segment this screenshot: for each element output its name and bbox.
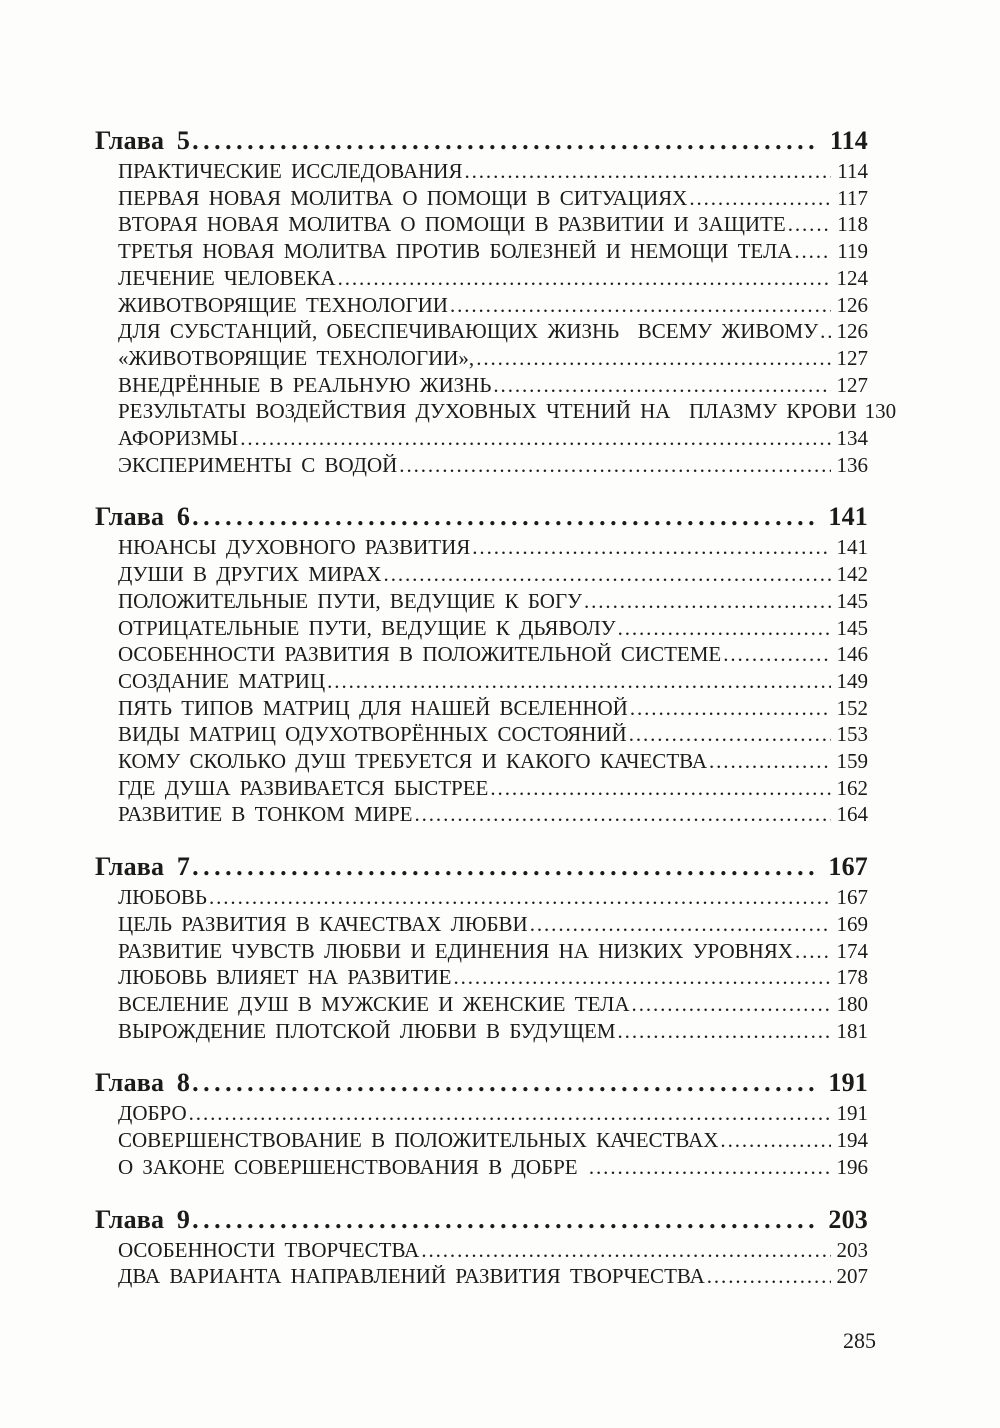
- entry-page-number: 141: [836, 535, 868, 560]
- entry-title: РАЗВИТИЕ В ТОНКОМ МИРЕ: [118, 802, 413, 827]
- toc-entry-row: [95, 345, 868, 372]
- entry-page-number: 117: [837, 185, 868, 210]
- toc-entry-row: [95, 721, 868, 748]
- dot-leader: [707, 1263, 831, 1290]
- entry-title: ЛЕЧЕНИЕ ЧЕЛОВЕКА: [118, 265, 336, 290]
- dot-leader: [709, 748, 831, 775]
- entry-title: ДОБРО: [118, 1101, 187, 1126]
- toc-entry-row: [95, 265, 868, 292]
- toc-entry-row: [95, 964, 868, 991]
- dot-leader: [618, 615, 831, 642]
- toc-entry-row: [95, 641, 868, 668]
- entry-title: ДУШИ В ДРУГИХ МИРАХ: [118, 562, 382, 587]
- chapter-heading-row: [95, 124, 868, 158]
- dot-leader: [464, 158, 831, 185]
- chapter-page-number: 114: [829, 126, 868, 155]
- entry-page-number: 164: [836, 802, 868, 827]
- toc-entry-row: [95, 158, 868, 185]
- toc-entry-row: [95, 292, 868, 319]
- chapter-page-number: 203: [828, 1204, 868, 1234]
- toc-entry-row: [95, 911, 868, 938]
- dot-leader: [584, 588, 831, 615]
- toc-entry-row: [95, 238, 868, 265]
- toc-entry-row: [95, 211, 868, 238]
- dot-leader: [630, 695, 831, 722]
- dot-leader: [476, 345, 830, 372]
- entry-title: ЦЕЛЬ РАЗВИТИЯ В КАЧЕСТВАХ ЛЮБВИ: [118, 911, 528, 936]
- dot-leader: [795, 938, 831, 965]
- entry-page-number: 126: [836, 319, 868, 344]
- entry-title: НЮАНСЫ ДУХОВНОГО РАЗВИТИЯ: [118, 535, 471, 560]
- dot-leader: [629, 721, 831, 748]
- dot-leader: [189, 1100, 831, 1127]
- dot-leader: [192, 850, 817, 884]
- entry-title: ДЛЯ СУБСТАНЦИЙ, ОБЕСПЕЧИВАЮЩИХ ЖИЗНЬ ВСЕМУ ЖИВОМУ: [118, 319, 819, 344]
- toc-section: [95, 1203, 868, 1290]
- toc-entry-row: [95, 425, 868, 452]
- toc-entry-row: [95, 588, 868, 615]
- chapter-page-number: 141: [828, 502, 868, 532]
- toc-entry-row: [95, 534, 868, 561]
- toc-entry-row: [95, 398, 897, 425]
- chapter-heading-row: [95, 500, 868, 534]
- dot-leader: [240, 425, 830, 452]
- chapter-entries: [95, 534, 868, 828]
- dot-leader: [490, 775, 830, 802]
- entry-page-number: 152: [836, 695, 868, 720]
- toc-entry-row: [95, 668, 868, 695]
- dot-leader: [327, 668, 830, 695]
- chapter-title: Глава 7: [95, 852, 191, 882]
- entry-title: ЖИВОТВОРЯЩИЕ ТЕХНОЛОГИИ: [118, 292, 448, 317]
- entry-page-number: 167: [836, 885, 868, 910]
- entry-title: ТРЕТЬЯ НОВАЯ МОЛИТВА ПРОТИВ БОЛЕЗНЕЙ И НЕМОЩИ ТЕЛА: [118, 239, 793, 264]
- entry-title: ДВА ВАРИАНТА НАПРАВЛЕНИЙ РАЗВИТИЯ ТВОРЧЕСТВА: [118, 1264, 705, 1289]
- toc-section: [95, 124, 897, 478]
- entry-page-number: 203: [836, 1237, 868, 1262]
- entry-title: РЕЗУЛЬТАТЫ ВОЗДЕЙСТВИЯ ДУХОВНЫХ ЧТЕНИЙ НА ПЛАЗМУ КРОВИ: [118, 399, 857, 424]
- entry-page-number: 180: [836, 991, 868, 1016]
- chapter-page-number: 191: [828, 1068, 868, 1098]
- toc-entry-row: [95, 372, 868, 399]
- entry-page-number: 119: [837, 239, 868, 264]
- toc-entry-row: [95, 318, 868, 345]
- entry-page-number: 145: [836, 588, 868, 613]
- dot-leader: [453, 964, 830, 991]
- entry-page-number: 159: [836, 749, 868, 774]
- entry-title: РАЗВИТИЕ ЧУВСТВ ЛЮБВИ И ЕДИНЕНИЯ НА НИЗКИХ УРОВНЯХ: [118, 938, 793, 963]
- toc-entry-row: [95, 938, 868, 965]
- toc-entry-row: [95, 1263, 868, 1290]
- toc-section: [95, 850, 868, 1044]
- entry-page-number: 162: [836, 775, 868, 800]
- toc-entry-row: [95, 615, 868, 642]
- entry-title: ВЫРОЖДЕНИЕ ПЛОТСКОЙ ЛЮБВИ В БУДУЩЕМ: [118, 1018, 616, 1043]
- entry-title: ПРАКТИЧЕСКИЕ ИССЛЕДОВАНИЯ: [118, 159, 463, 183]
- chapter-heading-row: [95, 1203, 868, 1237]
- dot-leader: [384, 561, 831, 588]
- entry-page-number: 124: [836, 265, 868, 290]
- chapter-entries: [95, 1237, 868, 1290]
- dot-leader: [689, 185, 831, 212]
- entry-page-number: 169: [836, 911, 868, 936]
- dot-leader: [788, 211, 832, 238]
- dot-leader: [794, 238, 831, 265]
- entry-page-number: 146: [836, 642, 868, 667]
- entry-page-number: 145: [836, 615, 868, 640]
- dot-leader: [414, 801, 830, 828]
- chapter-entries: [95, 158, 897, 478]
- entry-page-number: 127: [836, 345, 868, 370]
- chapter-title: Глава 6: [95, 502, 191, 532]
- dot-leader: [192, 124, 819, 158]
- entry-title: ПОЛОЖИТЕЛЬНЫЕ ПУТИ, ВЕДУЩИЕ К БОГУ: [118, 588, 582, 613]
- toc-entry-row: [95, 695, 868, 722]
- entry-page-number: 136: [836, 452, 868, 477]
- entry-page-number: 207: [836, 1264, 868, 1289]
- chapter-entries: [95, 884, 868, 1044]
- entry-page-number: 178: [836, 965, 868, 990]
- entry-title: ЛЮБОВЬ: [118, 885, 207, 910]
- entry-title: КОМУ СКОЛЬКО ДУШ ТРЕБУЕТСЯ И КАКОГО КАЧЕСТВА: [118, 749, 707, 774]
- dot-leader: [618, 1018, 831, 1045]
- toc-entry-row: [95, 1127, 868, 1154]
- entry-page-number: 181: [836, 1018, 868, 1043]
- entry-title: ПЕРВАЯ НОВАЯ МОЛИТВА О ПОМОЩИ В СИТУАЦИЯХ: [118, 185, 688, 210]
- entry-title: «ЖИВОТВОРЯЩИЕ ТЕХНОЛОГИИ»,: [118, 345, 475, 370]
- toc-section: [95, 1066, 868, 1180]
- toc-section: [95, 500, 868, 828]
- toc-entry-row: [95, 884, 868, 911]
- entry-page-number: 114: [837, 159, 868, 183]
- entry-page-number: 130: [864, 399, 897, 424]
- footer-page-number: 285: [843, 1328, 876, 1353]
- dot-leader: [820, 318, 830, 345]
- entry-title: ПЯТЬ ТИПОВ МАТРИЦ ДЛЯ НАШЕЙ ВСЕЛЕННОЙ: [118, 695, 628, 720]
- toc-entry-row: [95, 185, 868, 212]
- entry-page-number: 153: [836, 722, 868, 747]
- chapter-entries: [95, 1100, 868, 1180]
- dot-leader: [530, 911, 831, 938]
- entry-title: ОСОБЕННОСТИ ТВОРЧЕСТВА: [118, 1237, 420, 1262]
- toc-entry-row: [95, 1018, 868, 1045]
- table-of-contents: [95, 124, 897, 1290]
- dot-leader: [192, 1066, 817, 1100]
- chapter-title: Глава 9: [95, 1204, 191, 1234]
- dot-leader: [192, 1203, 817, 1237]
- chapter-page-number: 167: [828, 852, 868, 882]
- entry-page-number: 174: [836, 938, 868, 963]
- entry-page-number: 134: [836, 426, 868, 451]
- dot-leader: [399, 452, 830, 479]
- entry-page-number: 191: [836, 1101, 868, 1126]
- dot-leader: [493, 372, 830, 399]
- dot-leader: [632, 991, 831, 1018]
- dot-leader: [589, 1154, 831, 1181]
- entry-title: ВНЕДРЁННЫЕ В РЕАЛЬНУЮ ЖИЗНЬ: [118, 372, 492, 397]
- entry-title: АФОРИЗМЫ: [118, 426, 239, 451]
- entry-title: ВИДЫ МАТРИЦ ОДУХОТВОРЁННЫХ СОСТОЯНИЙ: [118, 722, 627, 747]
- dot-leader: [192, 500, 817, 534]
- entry-title: ЛЮБОВЬ ВЛИЯЕТ НА РАЗВИТИЕ: [118, 965, 452, 990]
- entry-page-number: 118: [837, 212, 868, 237]
- toc-entry-row: [95, 561, 868, 588]
- toc-entry-row: [95, 1154, 868, 1181]
- entry-title: ВТОРАЯ НОВАЯ МОЛИТВА О ПОМОЩИ В РАЗВИТИИ И ЗАЩИТЕ: [118, 212, 786, 237]
- toc-entry-row: [95, 748, 868, 775]
- dot-leader: [421, 1237, 830, 1264]
- entry-title: СОВЕРШЕНСТВОВАНИЕ В ПОЛОЖИТЕЛЬНЫХ КАЧЕСТВАХ: [118, 1128, 719, 1153]
- dot-leader: [338, 265, 831, 292]
- entry-page-number: 126: [836, 292, 868, 317]
- toc-entry-row: [95, 1100, 868, 1127]
- toc-entry-row: [95, 991, 868, 1018]
- dot-leader: [450, 292, 831, 319]
- entry-page-number: 196: [836, 1154, 868, 1179]
- chapter-heading-row: [95, 850, 868, 884]
- entry-page-number: 142: [836, 562, 868, 587]
- toc-entry-row: [95, 452, 868, 479]
- dot-leader: [723, 641, 830, 668]
- dot-leader: [209, 884, 831, 911]
- entry-title: СОЗДАНИЕ МАТРИЦ: [118, 668, 326, 693]
- entry-title: ВСЕЛЕНИЕ ДУШ В МУЖСКИЕ И ЖЕНСКИЕ ТЕЛА: [118, 991, 630, 1016]
- toc-entry-row: [95, 775, 868, 802]
- dot-leader: [720, 1127, 830, 1154]
- entry-title: О ЗАКОНЕ СОВЕРШЕНСТВОВАНИЯ В ДОБРЕ: [118, 1154, 587, 1179]
- entry-title: ГДЕ ДУША РАЗВИВАЕТСЯ БЫСТРЕЕ: [118, 775, 489, 800]
- dot-leader: [472, 534, 830, 561]
- entry-title: ЭКСПЕРИМЕНТЫ С ВОДОЙ: [118, 452, 398, 477]
- chapter-title: Глава 8: [95, 1068, 191, 1098]
- entry-page-number: 127: [836, 372, 868, 397]
- entry-title: ОСОБЕННОСТИ РАЗВИТИЯ В ПОЛОЖИТЕЛЬНОЙ СИСТЕМЕ: [118, 642, 722, 667]
- chapter-title: Глава 5: [95, 126, 191, 155]
- entry-title: ОТРИЦАТЕЛЬНЫЕ ПУТИ, ВЕДУЩИЕ К ДЬЯВОЛУ: [118, 615, 616, 640]
- toc-entry-row: [95, 1237, 868, 1264]
- entry-page-number: 194: [836, 1128, 868, 1153]
- entry-page-number: 149: [836, 668, 868, 693]
- toc-entry-row: [95, 801, 868, 828]
- chapter-heading-row: [95, 1066, 868, 1100]
